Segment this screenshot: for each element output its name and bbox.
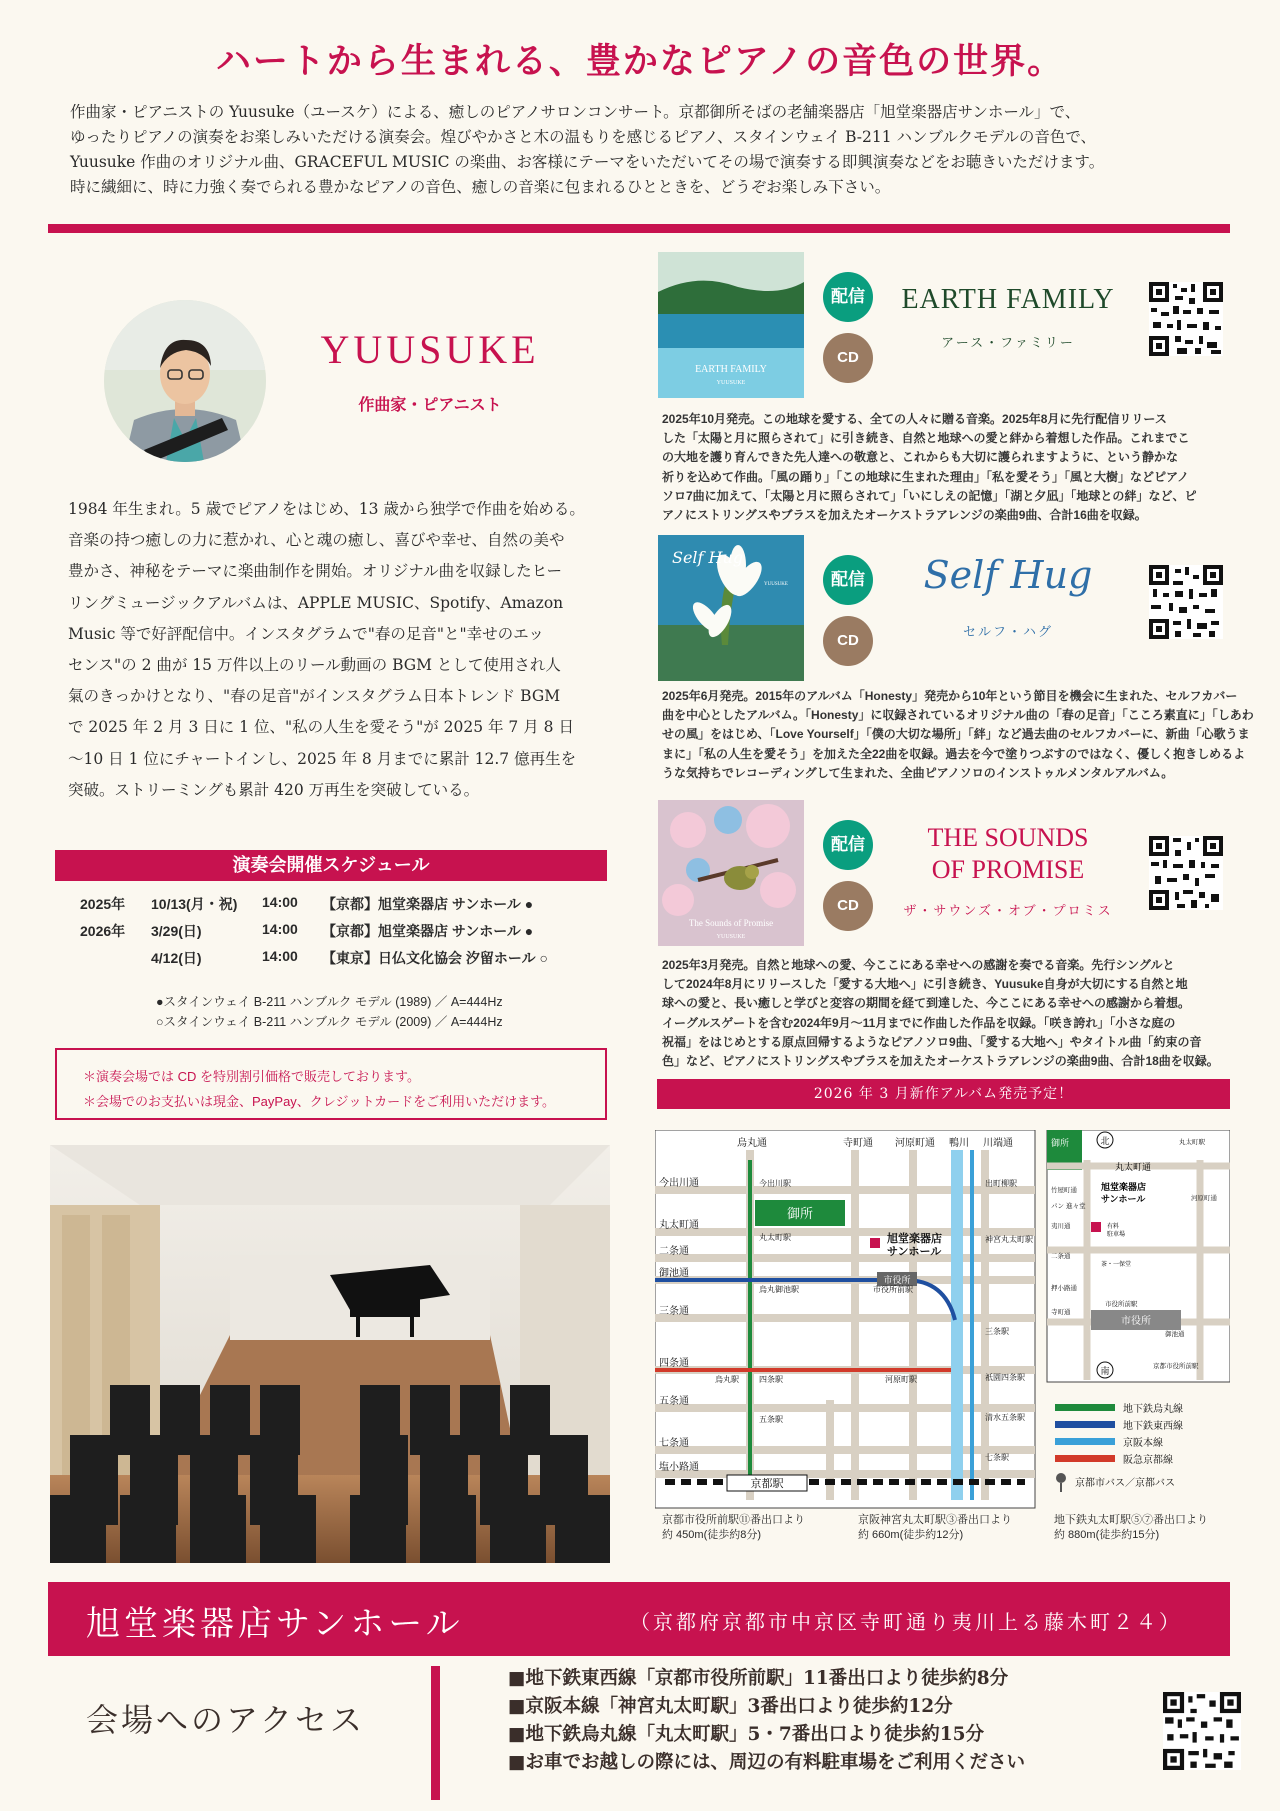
legend-label: 京阪本線 — [1123, 1438, 1163, 1449]
gosho-label: 御所 — [786, 1207, 814, 1222]
inset-hall-label: 旭堂楽器店 — [1101, 1183, 1147, 1193]
street-label: 丸太町通 — [659, 1220, 699, 1231]
station-label: 五条駅 — [759, 1415, 783, 1424]
schedule-date: 4/12(日) — [151, 950, 202, 966]
map-note-line: 約 880m(徒歩約15分) — [1054, 1529, 1160, 1541]
map-note-line: 京阪神宮丸太町駅③番出口より — [858, 1514, 1012, 1526]
map-note — [858, 1513, 1012, 1543]
album-title-text: OF PROMISE — [931, 855, 1085, 884]
qr-code[interactable] — [1149, 282, 1223, 356]
bio-line: 突破。ストリーミングも累計 420 万再生を突破している。 — [68, 780, 480, 799]
map-note-line: 約 450m(徒歩約8分) — [662, 1529, 762, 1541]
south-icon: 南 — [1100, 1367, 1110, 1377]
schedule-heading: 演奏会開催スケジュール — [55, 850, 607, 881]
access-item: ■地下鉄東西線「京都市役所前駅」11番出口より徒歩約8分 — [508, 1668, 1009, 1689]
album-description — [662, 687, 1254, 783]
inset-label: 竹屋町通 — [1051, 1186, 1077, 1194]
station-label: 市役所前駅 — [873, 1285, 913, 1294]
inset-label: 京都市役所前駅 — [1153, 1362, 1199, 1370]
album-cover — [658, 535, 804, 681]
venue-bar — [48, 1582, 1230, 1656]
desc-line: 球への愛と、長い癒しと学びと変容の期間を経て到達した、今ここにある幸せへの感謝から着想。 — [662, 996, 1191, 1011]
inset-label: 押小路通 — [1051, 1284, 1077, 1292]
schedule-row — [80, 948, 620, 975]
kamo-river — [951, 1150, 963, 1500]
hall-label: 旭堂楽器店 — [887, 1232, 942, 1245]
schedule-table — [80, 894, 620, 975]
schedule-venue: 【京都】旭堂楽器店 サンホール ● — [322, 923, 534, 939]
station-label: 清水五条駅 — [985, 1413, 1025, 1422]
album-kana: ザ・サウンズ・オブ・プロミス — [903, 904, 1113, 919]
divider-bar — [48, 224, 1230, 233]
cover-artist: YUUSUKE — [716, 934, 746, 940]
desc-line: した「太陽と月に照らされて」に引き続き、自然と地球への愛と絆から着想した作品。これまでこ — [662, 431, 1190, 446]
station-label: 河原町駅 — [885, 1375, 917, 1384]
station-label: 出町柳駅 — [985, 1179, 1017, 1188]
station-label: 丸太町駅 — [759, 1233, 791, 1242]
schedule-venue: 【京都】旭堂楽器店 サンホール ● — [322, 896, 534, 912]
desc-line: イーグルスゲートを含む2024年9月〜11月までに作曲した作品を収録。「咲き誇れ」「小さな庭の — [662, 1015, 1176, 1030]
north-icon: 北 — [1100, 1137, 1110, 1147]
inset-label: パン 進々堂 — [1051, 1202, 1086, 1210]
download-badge: 配信 — [823, 555, 873, 605]
schedule-time: 14:00 — [262, 894, 298, 910]
legend-label: 阪急京都線 — [1123, 1455, 1173, 1466]
cover-title: The Sounds of Promise — [688, 918, 774, 928]
schedule-venue: 【東京】日仏文化協会 汐留ホール ○ — [322, 950, 548, 966]
inset-label: 河原町通 — [1191, 1194, 1217, 1202]
legend-label: 京都市バス／京都バス — [1075, 1478, 1175, 1489]
station-label: 七条駅 — [985, 1453, 1009, 1462]
cd-badge: CD — [823, 616, 873, 666]
station-label: 神宮丸太町駅 — [985, 1235, 1033, 1244]
inset-hall-label: サンホール — [1101, 1195, 1146, 1205]
station-label: 烏丸駅 — [715, 1375, 739, 1384]
album-kana: セルフ・ハグ — [962, 625, 1053, 640]
desc-line: 曲を中心としたアルバム。「Honesty」に収録されているオリジナル曲の「春の足音」「こころ素直に」「しあわ — [662, 708, 1254, 723]
map-note-line: 約 660m(徒歩約12分) — [858, 1529, 964, 1541]
bio-line: センス"の 2 曲が 15 万件以上のリール動画の BGM として使用され人 — [68, 656, 561, 675]
desc-line: ソロ7曲に加えて、「太陽と月に照らされて」「いにしえの記憶」「湖と夕凪」「地球との絆」など、ピ — [662, 488, 1197, 503]
bio-line: Music 等で好評配信中。インスタグラムで"春の足音"と"幸せのエッ — [68, 624, 544, 643]
inset-label: 御池通 — [1165, 1330, 1185, 1338]
artist-role: 作曲家・ピアニスト — [358, 395, 502, 414]
desc-line: して2024年8月にリリースした「愛する大地へ」に引き続き、Yuusuke自身が大切にする自然と地 — [662, 977, 1188, 992]
access-list — [508, 1665, 1025, 1777]
artist-name: YUUSUKE — [320, 327, 540, 372]
qr-code[interactable] — [1149, 565, 1223, 639]
album-title-text: Self Hug — [923, 553, 1093, 597]
street-label: 鴨川 — [949, 1138, 969, 1149]
inset-label: 夷川通 — [1051, 1222, 1071, 1230]
album-title — [893, 553, 1123, 597]
desc-line: 2025年6月発売。2015年のアルバム「Honesty」発売から10年という節目を機会に生まれた、セルフカバー — [662, 689, 1238, 703]
access-map — [655, 1130, 1230, 1510]
map-note-line: 地下鉄丸太町駅⑤⑦番出口より — [1054, 1514, 1208, 1526]
schedule-row — [80, 921, 620, 948]
hall-label: サンホール — [887, 1245, 942, 1258]
street-label: 御池通 — [659, 1268, 689, 1279]
schedule-row — [80, 894, 620, 921]
venue-name: 旭堂楽器店サンホール — [86, 1604, 464, 1644]
inset-gosho: 御所 — [1051, 1139, 1070, 1149]
album-sounds-of-promise — [657, 800, 1230, 1069]
desc-line: アノにストリングスやブラスを加えたオーケストラアレンジの楽曲9曲、合計16曲を収録。 — [662, 508, 1147, 523]
piano-note: ○スタインウェイ B-211 ハンブルク モデル (2009) ／ A=444Hz — [156, 1015, 503, 1029]
intro-line: ゆったりピアノの演奏をお楽しみいただける演奏会。煌びやかさと木の温もりを感じるピアノ、スタインウェイ B-211 ハンブルクモデルの音色で、 — [70, 128, 1097, 146]
qr-code[interactable] — [1149, 836, 1223, 910]
inset-hall-marker — [1091, 1222, 1101, 1232]
inset-label: 丸太町駅 — [1179, 1138, 1205, 1146]
hall-photo — [50, 1145, 610, 1563]
bus-stop-icon — [1056, 1473, 1066, 1483]
schedule-year: 2025年 — [80, 896, 126, 912]
station-kyoto: 京都駅 — [750, 1477, 784, 1490]
schedule-date: 10/13(月・祝) — [151, 896, 238, 912]
street-label: 三条通 — [659, 1306, 689, 1317]
parking-label: 駐車場 — [1107, 1231, 1126, 1238]
street-label: 今出川通 — [659, 1178, 699, 1189]
album-description — [662, 410, 1230, 525]
album-title — [893, 284, 1123, 316]
street-label: 塩小路通 — [659, 1462, 699, 1473]
hall-marker — [870, 1238, 880, 1248]
bio-line: 豊かさ、神秘をテーマに楽曲制作を開始。オリジナル曲を収録したヒー — [68, 562, 562, 581]
inset-label: 二条通 — [1051, 1252, 1071, 1260]
desc-line: 2025年10月発売。この地球を愛する、全ての人々に贈る音楽。2025年8月に先行配信リリース — [662, 412, 1167, 426]
desc-line: 祝福」をはじめとする原点回帰するようなピアノソロ9曲、「愛する大地へ」やタイトル曲「約束の音 — [662, 1034, 1202, 1049]
schedule-time: 14:00 — [262, 921, 298, 937]
schedule-date: 3/29(日) — [151, 923, 202, 939]
street-label: 五条通 — [659, 1396, 689, 1407]
album-earth-family — [657, 252, 1230, 523]
album-cover — [658, 252, 804, 398]
intro-line: Yuusuke 作曲のオリジナル曲、GRACEFUL MUSIC の楽曲、お客様にテーマをいただいてその場で演奏する即興演奏などをお聴きいただけます。 — [70, 153, 1105, 171]
access-divider — [431, 1666, 440, 1800]
map-note — [662, 1513, 805, 1543]
bio-line: で 2025 年 2 月 3 日に 1 位、"私の人生を愛そう"が 2025 年 7 月 8 日 — [68, 718, 574, 737]
map-note — [1054, 1513, 1208, 1543]
album-self-hug — [657, 535, 1254, 800]
intro-line: 時に繊細に、時に力強く奏でられる豊かなピアノの音色、癒しの音楽に包まれるひとときを、どうぞお楽しみ下さい。 — [70, 178, 891, 196]
download-badge: 配信 — [823, 820, 873, 870]
album-title — [893, 822, 1123, 886]
desc-line: うな気持ちでレコーディングして生まれた、全曲ピアノソロのインストゥルメンタルアルバム。 — [662, 765, 1174, 780]
parking-label: 有料 — [1107, 1223, 1120, 1230]
desc-line: の大地を護り育んできた先人達への敬意と、これからも大切に護られますように、という静かな — [662, 450, 1179, 465]
station-label: 三条駅 — [985, 1327, 1009, 1336]
station-label: 烏丸御池駅 — [759, 1285, 799, 1294]
album-cover — [658, 800, 804, 946]
album-title-text: THE SOUNDS — [927, 823, 1089, 852]
notice-line: ＊演奏会場では CD を特別割引価格で販売しております。 — [83, 1069, 420, 1084]
desc-line: まに」「私の人生を愛そう」を加えた全22曲を収録。過去を今で塗りつぶすのではなく、優しく抱きしめるよ — [662, 746, 1246, 761]
access-item: ■地下鉄烏丸線「丸太町駅」5・7番出口より徒歩約15分 — [508, 1724, 984, 1745]
station-label: 今出川駅 — [759, 1179, 791, 1188]
schedule-time: 14:00 — [262, 948, 298, 964]
cover-title: Self Hug — [672, 548, 744, 567]
notice-line: ＊会場でのお支払いは現金、PayPay、クレジットカードをご利用いただけます。 — [83, 1094, 556, 1109]
street-label: 川端通 — [983, 1138, 1013, 1149]
legend-label: 地下鉄東西線 — [1123, 1421, 1183, 1432]
cover-title: EARTH FAMILY — [695, 364, 767, 375]
album-kana: アース・ファミリー — [941, 336, 1075, 351]
desc-line: 祈りを込めて作曲。「風の踊り」「この地球に生まれた理由」「私を愛そう」「風と大樹」などピアノ — [662, 469, 1190, 484]
venue-address: （京都府京都市中京区寺町通り夷川上る藤木町２４） — [630, 1610, 1182, 1634]
street-label: 寺町通 — [843, 1138, 873, 1149]
bio-line: 〜10 日 1 位にチャートインし、2025 年 8 月までに累計 12.7 億再生を — [68, 749, 577, 768]
access-title: 会場へのアクセス — [86, 1701, 366, 1739]
album-title-text: EARTH FAMILY — [901, 284, 1115, 315]
desc-line: せの風」をはじめ、「Love Yourself」「僕の大切な場所」「絆」など過去曲のセルフカバーに、新曲「心歌うま — [662, 727, 1250, 742]
street-label: 河原町通 — [895, 1138, 935, 1149]
desc-line: 2025年3月発売。自然と地球への愛、今ここにある幸せへの感謝を奏でる音楽。先行シングルと — [662, 958, 1175, 972]
desc-line: 色」など、ピアノにストリングスやブラスを加えたオーケストラアレンジの楽曲9曲、合計18曲を収録。 — [662, 1054, 1219, 1069]
bio-line: 氣のきっかけとなり、"春の足音"がインスタグラム日本トレンド BGM — [68, 687, 561, 706]
inset-label: 市役所前駅 — [1105, 1300, 1138, 1308]
download-badge: 配信 — [823, 272, 873, 322]
sales-notice — [55, 1048, 607, 1120]
artist-bio — [68, 494, 618, 806]
inset-label: 寺町通 — [1051, 1308, 1071, 1316]
headline: ハートから生まれる、豊かなピアノの音色の世界。 — [215, 41, 1065, 82]
legend-label: 地下鉄烏丸線 — [1123, 1404, 1183, 1415]
inset-city-hall: 市役所 — [1121, 1316, 1151, 1327]
shop-label: 茶・一保堂 — [1101, 1261, 1132, 1268]
schedule-year: 2026年 — [80, 923, 126, 939]
intro-line: 作曲家・ピアニストの Yuusuke（ユースケ）による、癒しのピアノサロンコンサート。京都御所そばの老舗楽器店「旭堂楽器店サンホール」で、 — [70, 103, 1081, 121]
access-qr-code[interactable] — [1163, 1692, 1241, 1770]
intro-text — [70, 100, 1220, 200]
bio-line: 音楽の持つ癒しの力に惹かれ、心と魂の癒し、喜びや幸せ、自然の美や — [68, 531, 565, 550]
piano-notes — [156, 992, 503, 1032]
street-label: 烏丸通 — [737, 1138, 767, 1149]
cd-badge: CD — [823, 881, 873, 931]
cover-artist: YUUSUKE — [716, 380, 746, 386]
artist-photo — [104, 300, 266, 462]
cover-artist: YUUSUKE — [764, 582, 788, 587]
release-notice: 2026 年 3 月新作アルバム発売予定！ — [657, 1079, 1230, 1109]
bio-line: リングミュージックアルバムは、APPLE MUSIC、Spotify、Amazon — [68, 593, 564, 612]
station-label: 四条駅 — [759, 1375, 783, 1384]
street-label: 七条通 — [659, 1438, 689, 1449]
album-description — [662, 956, 1230, 1071]
station-label: 祇園四条駅 — [985, 1373, 1025, 1382]
street-label: 二条通 — [659, 1246, 689, 1257]
street-label: 四条通 — [659, 1358, 689, 1369]
city-hall-label: 市役所 — [883, 1276, 911, 1286]
map-note-line: 京都市役所前駅⑪番出口より — [662, 1514, 805, 1526]
bio-line: 1984 年生まれ。5 歳でピアノをはじめ、13 歳から独学で作曲を始める。 — [68, 500, 585, 518]
piano-note: ●スタインウェイ B-211 ハンブルク モデル (1989) ／ A=444Hz — [156, 995, 503, 1009]
inset-street: 丸太町通 — [1115, 1163, 1152, 1173]
cd-badge: CD — [823, 333, 873, 383]
access-item: ■お車でお越しの際には、周辺の有料駐車場をご利用ください — [508, 1752, 1025, 1773]
access-item: ■京阪本線「神宮丸太町駅」3番出口より徒歩約12分 — [508, 1696, 953, 1717]
